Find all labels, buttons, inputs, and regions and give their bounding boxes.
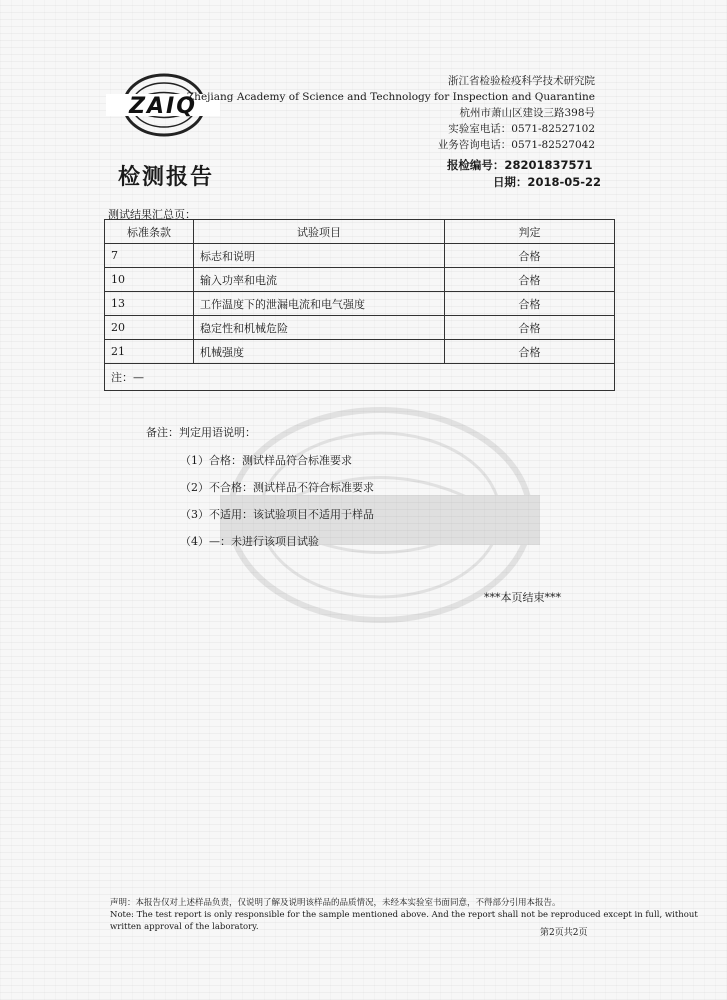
table-row xyxy=(105,292,615,316)
org-name-cn: 浙江省检验检疫科学技术研究院 xyxy=(448,75,595,87)
page-end-mark: ***本页结束*** xyxy=(484,591,561,604)
table-row xyxy=(105,268,615,292)
report-title: 检测报告 xyxy=(118,165,215,190)
table-row xyxy=(105,244,615,268)
row-item: 工作温度下的泄漏电流和电气强度 xyxy=(194,292,445,316)
organization-info xyxy=(187,73,595,153)
report-date: 日期：2018-05-22 xyxy=(492,175,601,189)
report-number: 报检编号：28201837571 xyxy=(446,158,593,172)
business-phone: 业务咨询电话：0571-82527042 xyxy=(437,139,595,151)
logo-text: ZAIQ xyxy=(129,94,197,119)
remark-item: （3）不适用：该试验项目不适用于样品 xyxy=(180,508,374,521)
disclaimer-cn: 声明：本报告仅对上述样品负责，仅说明了解及说明该样品的品质情况，未经本实验室书面同意，不得部分引用本报告。 xyxy=(110,898,561,908)
remarks-section xyxy=(146,424,374,560)
remark-item: （1）合格：测试样品符合标准要求 xyxy=(180,454,352,467)
header-clause: 标准条款 xyxy=(105,220,194,244)
header-result: 判定 xyxy=(445,220,615,244)
row-clause: 21 xyxy=(105,340,194,364)
org-address: 杭州市萧山区建设三路398号 xyxy=(459,107,595,119)
remarks-heading: 备注：判定用语说明： xyxy=(146,426,256,439)
header-item: 试验项目 xyxy=(194,220,445,244)
row-item: 稳定性和机械危险 xyxy=(194,316,445,340)
row-clause: 7 xyxy=(105,244,194,268)
table-note: 注：— xyxy=(105,364,615,391)
table-row xyxy=(105,316,615,340)
row-item: 输入功率和电流 xyxy=(194,268,445,292)
row-result: 合格 xyxy=(445,340,615,364)
lab-phone: 实验室电话：0571-82527102 xyxy=(448,123,595,135)
row-item: 机械强度 xyxy=(194,340,445,364)
disclaimer-en-line1: Note: The test report is only responsible for the sample mentioned above. And the report shall not be reproduced except in full, without xyxy=(110,910,698,920)
row-item: 标志和说明 xyxy=(194,244,445,268)
report-meta xyxy=(447,157,601,191)
table-row xyxy=(105,340,615,364)
table-header-row xyxy=(105,220,615,244)
row-result: 合格 xyxy=(445,244,615,268)
page-number: 第2页共2页 xyxy=(540,928,588,938)
row-clause: 20 xyxy=(105,316,194,340)
results-table xyxy=(104,219,615,391)
row-clause: 10 xyxy=(105,268,194,292)
remark-item: （4）—：未进行该项目试验 xyxy=(180,535,319,548)
row-result: 合格 xyxy=(445,268,615,292)
org-name-en: Zhejiang Academy of Science and Technology for Inspection and Quarantine xyxy=(186,91,595,103)
row-clause: 13 xyxy=(105,292,194,316)
table-note-row xyxy=(105,364,615,391)
row-result: 合格 xyxy=(445,316,615,340)
disclaimer-en-line2: written approval of the laboratory. xyxy=(110,922,259,932)
row-result: 合格 xyxy=(445,292,615,316)
remark-item: （2）不合格：测试样品不符合标准要求 xyxy=(180,481,374,494)
summary-label: 测试结果汇总页： xyxy=(108,208,196,221)
